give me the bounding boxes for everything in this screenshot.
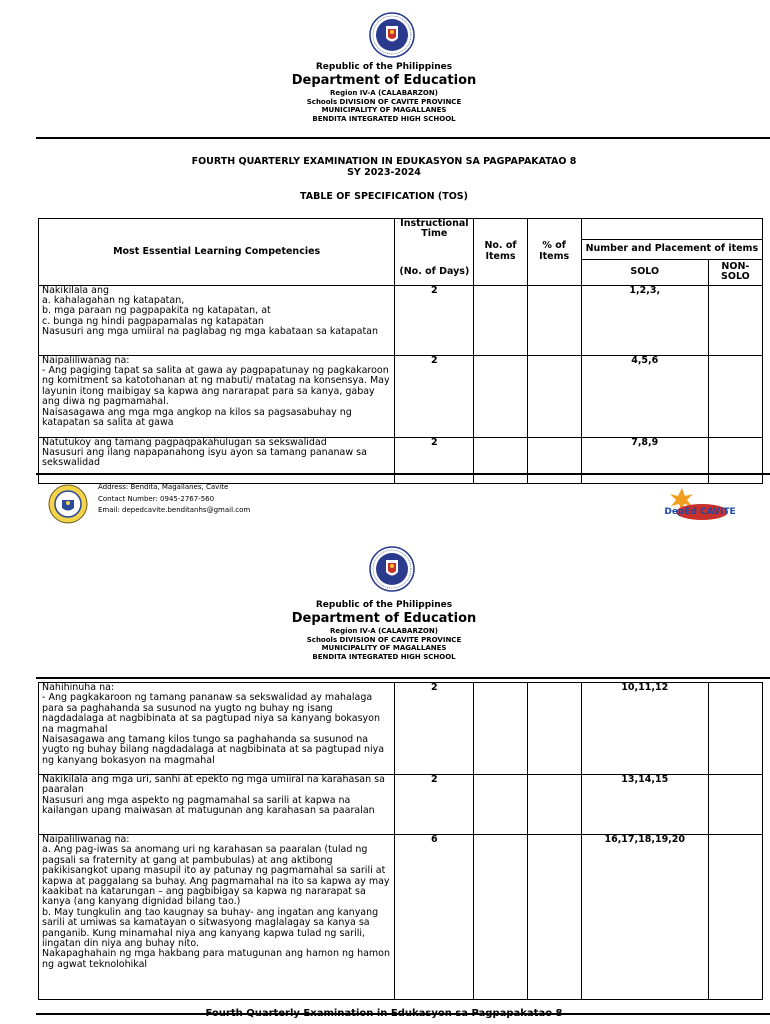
th-instructional-time: Instructional Time xyxy=(395,219,474,240)
header-division: Schools DIVISION OF CAVITE PROVINCE xyxy=(306,635,462,644)
th-non-solo: NON-SOLO xyxy=(708,259,762,285)
competency-cell: Nakikilala ang mga uri, sanhi at epekto ng mga umiiral na karahasan sa paaralan Nasusuri ang mga aspekto ng pagmamahal sa sarili at kapwa na kailangan upang maiwasan at matugunan ang karahasan sa paaralan xyxy=(39,775,395,835)
exam-sy: SY 2023-2024 xyxy=(347,167,421,178)
th-competencies: Most Essential Learning Competencies xyxy=(39,219,395,286)
solo-cell: 13,14,15 xyxy=(581,775,708,835)
header-department: Department of Education xyxy=(291,611,477,626)
competency-cell: Nahihinuha na: - Ang pagkakaroon ng tamang pananaw sa sekswalidad ay mahalaga para sa paghahanda sa susunod na yugto ng buhay ng isang nagdadalaga at nagbibinata at sa pagtupad niya sa kanyang bokasyon na magmahal Naisasagawa ang tamang kilos tungo sa paghahanda sa susunod na yugto ng buhay bilang nagdadalaga at nagbibinata at sa pagtupad niya ng kanyang bokasyon na magmahal xyxy=(39,683,395,775)
school-logo-icon xyxy=(48,484,88,524)
footer-address: Address: Bendita, Magallanes, Cavite xyxy=(98,483,229,491)
deped-cavite-logo-label: DepEd CAVITE xyxy=(664,507,736,517)
tos-title: TABLE OF SPECIFICATION (TOS) xyxy=(300,191,468,202)
header-division: Schools DIVISION OF CAVITE PROVINCE xyxy=(306,97,462,106)
competency-cell: Nakikilala ang a. kahalagahan ng katapatan, b. mga paraan ng pagpapakita ng katapatan, at c. bunga ng hindi pagpapamalas ng katapatan Nasusuri ang mga umiiral na paglabag ng mga kabataan sa katapatan xyxy=(39,285,395,355)
exam-title: FOURTH QUARTERLY EXAMINATION IN EDUKASYON SA PAGPAPAKATAO 8 xyxy=(191,156,577,167)
tos-table-page2 xyxy=(38,682,763,1000)
table-row xyxy=(39,775,763,835)
deped-cavite-logo-icon xyxy=(664,486,736,526)
header-republic: Republic of the Philippines xyxy=(315,600,453,610)
days-cell: 2 xyxy=(395,775,474,835)
days-cell: 6 xyxy=(395,835,474,1000)
solo-cell: 1,2,3, xyxy=(581,285,708,355)
header-school: BENDITA INTEGRATED HIGH SCHOOL xyxy=(312,114,456,123)
th-pct-items: % of Items xyxy=(527,219,581,286)
header-divider xyxy=(36,137,770,139)
table-row xyxy=(39,437,763,483)
header-municipality: MUNICIPALITY OF MAGALLANES xyxy=(321,106,447,114)
header-municipality: MUNICIPALITY OF MAGALLANES xyxy=(321,644,447,652)
tos-table-page1 xyxy=(38,218,763,484)
footer-divider xyxy=(36,473,770,475)
th-no-items: No. of Items xyxy=(474,219,527,286)
footer-email: Email: depedcavite.benditanhs@gmail.com xyxy=(98,506,251,514)
competency-cell: Natutukoy ang tamang pagpaqpakahulugan sa sekswalidad Nasusuri ang ilang napapanahong isyu ayon sa tamang pananaw sa sekswalidad xyxy=(39,437,395,483)
days-cell: 2 xyxy=(395,437,474,483)
th-days: (No. of Days) xyxy=(395,259,474,285)
next-page-title: Fourth Quarterly Examination in Edukasyon sa Pagpapakatao 8 xyxy=(205,1008,563,1019)
header-school: BENDITA INTEGRATED HIGH SCHOOL xyxy=(312,652,456,661)
deped-seal-icon xyxy=(369,546,415,592)
solo-cell: 16,17,18,19,20 xyxy=(581,835,708,1000)
header-region: Region IV-A (CALABARZON) xyxy=(330,89,438,97)
days-cell: 2 xyxy=(395,355,474,437)
table-row xyxy=(39,285,763,355)
table-row xyxy=(39,835,763,1000)
header-divider xyxy=(36,677,770,679)
footer-contact: Contact Number: 0945-2767-560 xyxy=(98,495,215,503)
header-republic: Republic of the Philippines xyxy=(315,62,453,72)
header-region: Region IV-A (CALABARZON) xyxy=(330,627,438,635)
competency-cell: Naipaliliwanag na: a. Ang pag-iwas sa anomang uri ng karahasan sa paaralan (tulad ng pagsali sa fraternity at gang at pambubulas) at ang aktibong pakikisangkot upang masupil ito ay patunay ng pagmamahal sa sarili at kapwa at paggalang sa buhay. Ang pagmamahal na ito sa kapwa ay may kaakibat na katarungan – ang pagbibigay sa kapwa ng nararapat sa kanya (ang kanyang dignidad bilang tao.) b. May tungkulin ang tao kaugnay sa buhay- ang ingatan ang kanyang sarili at umiwas sa kamatayan o sitwasyong maglalagay sa kanya sa panganib. Kung minamahal niya ang kanyang kapwa tulad ng sarili, iingatan din niya ang buhay nito. Nakapaghahain ng mga hakbang para matugunan ang hamon ng hamon ng agwat teknolohikal xyxy=(39,835,395,1000)
competency-cell: Naipaliliwanag na: - Ang pagiging tapat sa salita at gawa ay pagpapatunay ng pagkakaroon ng komitment sa katotohanan at ng mabuti/ matatag na konsensya. May layunin itong maibigay sa kapwa ang nararapat para sa kanya, gabay ang diwa ng pagmamahal. Naisasagawa ang mga mga angkop na kilos sa pagsasabuhay ng katapatan sa salita at gawa xyxy=(39,355,395,437)
solo-cell: 4,5,6 xyxy=(581,355,708,437)
th-solo: SOLO xyxy=(581,259,708,285)
deped-seal-icon xyxy=(369,12,415,58)
th-placement: Number and Placement of items xyxy=(581,239,762,259)
table-row xyxy=(39,355,763,437)
days-cell: 2 xyxy=(395,683,474,775)
solo-cell: 10,11,12 xyxy=(581,683,708,775)
header-department: Department of Education xyxy=(291,73,477,88)
solo-cell: 7,8,9 xyxy=(581,437,708,483)
table-row xyxy=(39,683,763,775)
days-cell: 2 xyxy=(395,285,474,355)
